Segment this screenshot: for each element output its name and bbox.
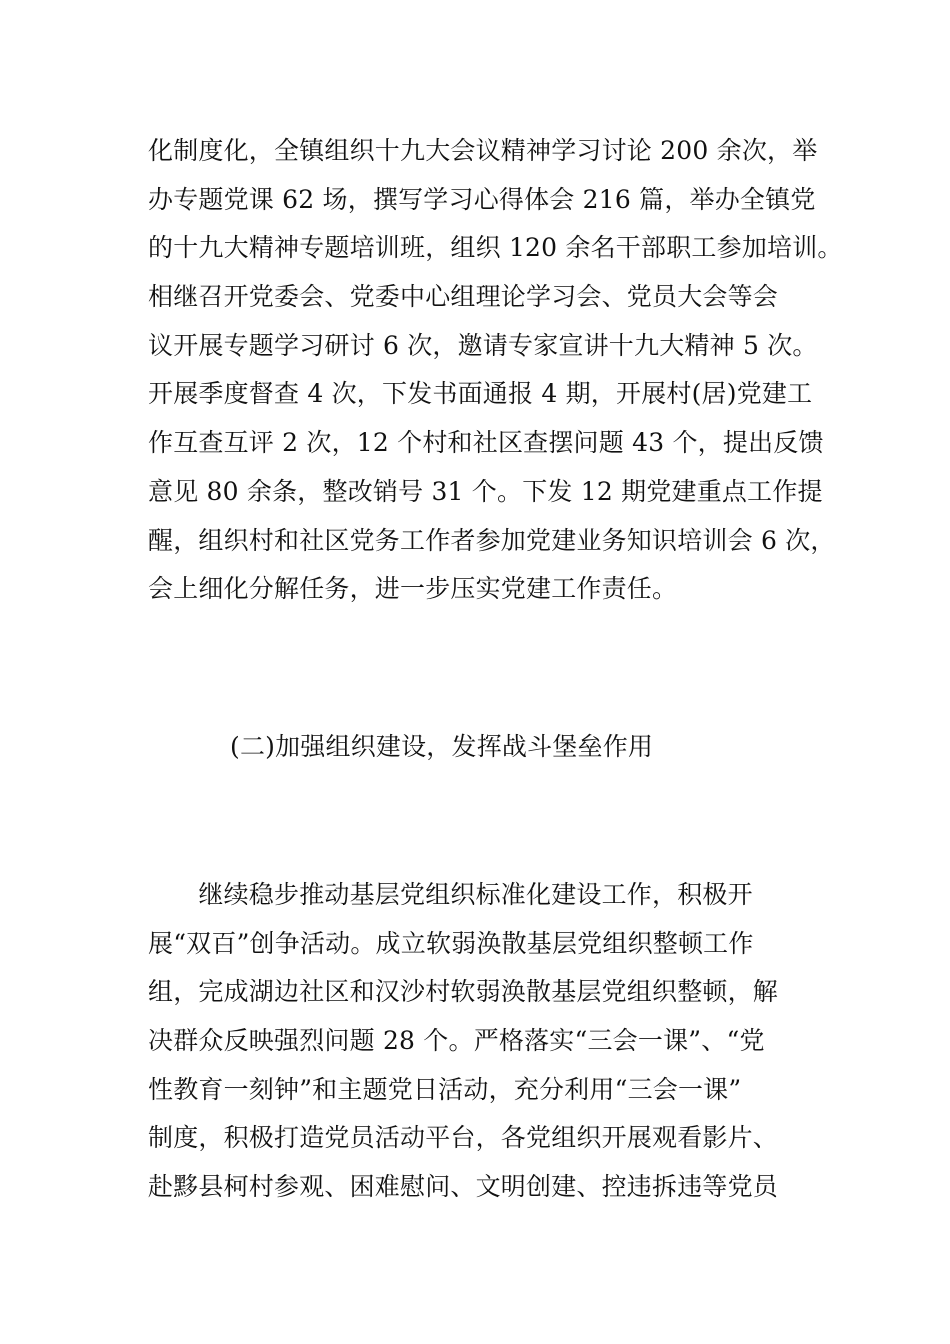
paragraph-line: 议开展专题学习研讨 6 次，邀请专家宣讲十九大精神 5 次。	[148, 330, 818, 360]
paragraph-line: 办专题党课 62 场，撰写学习心得体会 216 篇，举办全镇党	[148, 184, 816, 214]
section-heading	[230, 723, 790, 772]
paragraph-line: 相继召开党委会、党委中心组理论学习会、党员大会等会	[148, 282, 779, 312]
paragraph-line: 化制度化，全镇组织十九大会议精神学习讨论 200 余次，举	[148, 136, 818, 165]
paragraph-line: 的十九大精神专题培训班，组织 120 余名干部职工参加培训。	[148, 233, 843, 263]
paragraph-line: 会上细化分解任务，进一步压实党建工作责任。	[148, 574, 678, 604]
paragraph-line: 决群众反映强烈问题 28 个。严格落实“三会一课”、“党	[148, 1026, 765, 1056]
body-paragraph-1	[148, 127, 843, 614]
paragraph-line: 继续稳步推动基层党组织标准化建设工作，积极开	[148, 880, 753, 909]
paragraph-line: 醒，组织村和社区党务工作者参加党建业务知识培训会 6 次，	[148, 525, 836, 555]
paragraph-line: 开展季度督查 4 次，下发书面通报 4 期，开展村(居)党建工	[148, 379, 813, 409]
paragraph-line: 作互查互评 2 次，12 个村和社区查摆问题 43 个，提出反馈	[148, 428, 824, 458]
paragraph-line: 性教育一刻钟”和主题党日活动，充分利用“三会一课”	[148, 1074, 742, 1104]
paragraph-line: 展“双百”创争活动。成立软弱涣散基层党组织整顿工作	[148, 928, 754, 958]
paragraph-line: 赴黟县柯村参观、困难慰问、文明创建、控违拆违等党员	[148, 1172, 779, 1202]
paragraph-line: 制度，积极打造党员活动平台，各党组织开展观看影片、	[148, 1123, 779, 1153]
paragraph-line: 组，完成湖边社区和汉沙村软弱涣散基层党组织整顿，解	[148, 977, 779, 1007]
section-heading-text: (二)加强组织建设，发挥战斗堡垒作用	[230, 732, 654, 761]
body-paragraph-2	[148, 871, 818, 1212]
paragraph-line: 意见 80 余条，整改销号 31 个。下发 12 期党建重点工作提	[148, 476, 823, 506]
